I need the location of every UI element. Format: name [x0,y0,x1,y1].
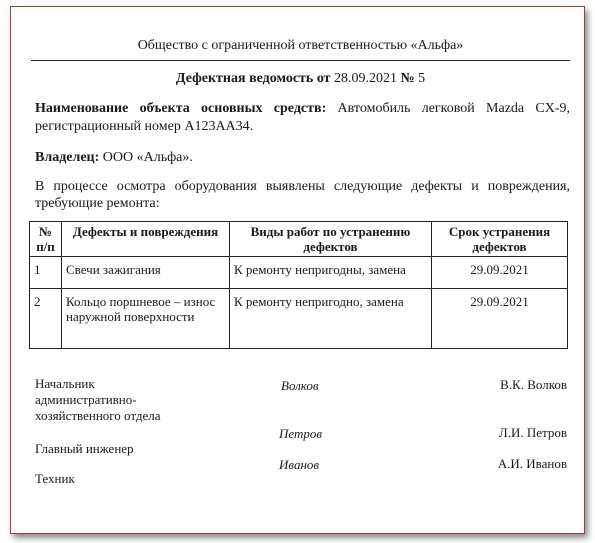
owner-value: ООО «Альфа». [102,150,193,165]
organization-underline [31,60,570,61]
asset-value: Автомобиль легковой Mazda CX-9, регистрационный номер А123АА34. [35,101,571,134]
document-date: 28.09.2021 [334,71,398,86]
header-num: № п/п [30,222,62,257]
asset-paragraph [35,100,570,136]
defects-table [29,221,568,349]
header-defect: Дефекты и повреждения [62,222,230,257]
table-row [30,289,568,349]
table-row [30,257,568,289]
asset-label: Наименование объекта основных средств: [35,101,327,116]
owner-line [35,150,570,166]
signature-handwritten-engineer: Петров [279,426,323,441]
signature-title-engineer: Главный инженер [35,441,134,456]
document-number-label: № [400,71,415,86]
signature-name-engineer: Л.И. Петров [498,425,567,440]
header-work: Виды работ по устранению дефектов [230,222,432,257]
row-work: К ремонту непригодно, замена [230,289,432,349]
row-defect: Свечи зажигания [62,257,230,289]
table-header-row [30,222,568,257]
signature-title-head: Начальник административно-хозяйственного отдела [35,376,161,423]
signature-handwritten-head: Волков [281,378,319,393]
signature-title-technician: Техник [35,471,75,486]
row-deadline: 29.09.2021 [432,257,568,289]
document-number: 5 [418,71,426,86]
signature-handwritten-technician: Иванов [279,457,320,472]
row-defect: Кольцо поршневое – износ наружной поверхности [62,289,230,349]
intro-paragraph: В процессе осмотра оборудования выявлены следующие дефекты и повреждения, требующие ремонта: [35,179,570,211]
signature-name-technician: А.И. Иванов [497,456,567,471]
document-title [31,71,570,87]
row-num: 2 [30,289,62,349]
document-title-label: Дефектная ведомость [175,71,314,86]
row-num: 1 [30,257,62,289]
header-deadline: Срок устранения дефектов [432,222,568,257]
row-work: К ремонту непригодны, замена [230,257,432,289]
document-title-from: от [316,71,331,86]
signature-name-head: В.К. Волков [500,377,567,392]
organization-name: Общество с ограниченной ответственностью «Альфа» [137,38,464,53]
owner-label: Владелец: [35,150,100,165]
document-page [10,6,585,534]
row-deadline: 29.09.2021 [432,289,568,349]
